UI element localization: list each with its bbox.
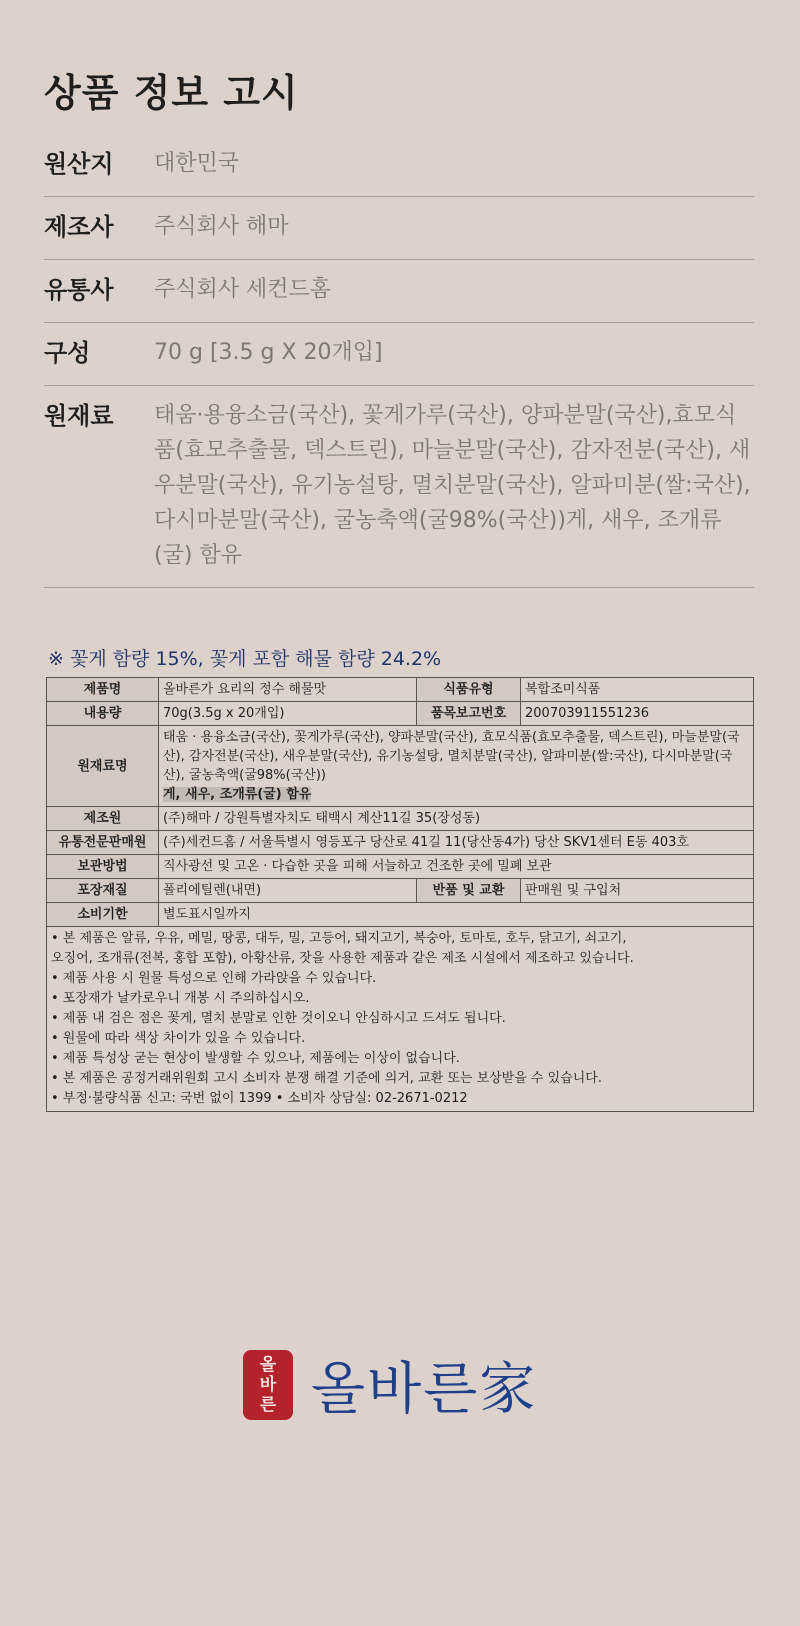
table-cell: 직사광선 및 고온 · 다습한 곳을 피해 서늘하고 건조한 곳에 밀폐 보관 <box>159 855 754 879</box>
brand-name: 올바른家 <box>311 1357 538 1422</box>
brand-seal-icon: 올 바 른 <box>243 1350 293 1420</box>
table-header-cell: 포장재질 <box>47 879 159 903</box>
info-label: 구성 <box>44 339 91 367</box>
info-row-ingredients <box>44 386 754 588</box>
table-header-cell: 식품유형 <box>417 678 521 702</box>
table-row <box>47 726 754 807</box>
table-row <box>47 678 754 702</box>
table-header-cell: 유통전문판매원 <box>47 831 159 855</box>
info-label: 원재료 <box>44 402 114 430</box>
table-cell: 200703911551236 <box>521 702 754 726</box>
info-value: 대한민국 <box>154 151 240 176</box>
info-value: 주식회사 세컨드홈 <box>154 277 332 302</box>
table-header-cell: 소비기한 <box>47 903 159 927</box>
table-cell: 복합조미식품 <box>521 678 754 702</box>
table-row <box>47 807 754 831</box>
page-title: 상품 정보 고시 <box>44 71 299 115</box>
info-row-composition <box>44 323 754 386</box>
note-line: • 본 제품은 알류, 우유, 메밀, 땅콩, 대두, 밀, 고등어, 돼지고기, 복숭아, 토마토, 호두, 닭고기, 쇠고기, <box>51 931 627 946</box>
table-cell: (주)세컨드홈 / 서울특별시 영등포구 당산로 41길 11(당산동4가) 당산 SKV1센터 E동 403호 <box>159 831 754 855</box>
table-header-cell: 원재료명 <box>47 726 159 807</box>
table-header-cell: 반품 및 교환 <box>417 879 521 903</box>
note-line: • 부정·불량식품 신고: 국번 없이 1399 • 소비자 상담실: 02-2671-0212 <box>51 1091 468 1106</box>
table-header-cell: 제조원 <box>47 807 159 831</box>
info-value: 주식회사 해마 <box>154 214 289 239</box>
info-label: 원산지 <box>44 150 114 178</box>
table-cell: 폴리에틸렌(내면) <box>159 879 417 903</box>
table-row <box>47 831 754 855</box>
info-label: 제조사 <box>44 213 114 241</box>
table-cell: 별도표시일까지 <box>159 903 754 927</box>
crab-content-notice: ※ 꽃게 함량 15%, 꽃게 포함 해물 함량 24.2% <box>48 648 442 670</box>
table-row <box>47 879 754 903</box>
note-line: • 제품 내 검은 점은 꽃게, 멸치 분말로 인한 것이오니 안심하시고 드셔도 됩니다. <box>51 1011 506 1026</box>
info-value: 태움·용융소금(국산), 꽃게가루(국산), 양파분말(국산),효모식품(효모추출물, 덱스트린), 마늘분말(국산), 감자전분(국산), 새우분말(국산), 유기농설탕, 멸치분말(국산), 알파미분(쌀:국산), 다시마분말(국산), 굴농축액(굴98%(국산))게, 새우, 조개류(굴) 함유 <box>154 403 751 568</box>
food-label-table <box>46 677 754 1112</box>
allergen-text: 게, 새우, 조개류(굴) 함유 <box>163 787 312 802</box>
ingredients-text: 태움 · 용융소금(국산), 꽃게가루(국산), 양파분말(국산), 효모식품(효모추출물, 덱스트린), 마늘분말(국산), 감자전분(국산), 새우분말(국산), 유기농설탕, 멸치분말(국산), 알파미분(쌀:국산), 다시마분말(국산), 굴농축액(굴98%(국산)) <box>163 730 740 783</box>
table-header-cell: 보관방법 <box>47 855 159 879</box>
table-header-cell: 내용량 <box>47 702 159 726</box>
table-cell: 판매원 및 구입처 <box>521 879 754 903</box>
note-line: 오징어, 조개류(전복, 홍합 포함), 아황산류, 잣을 사용한 제품과 같은 제조 시설에서 제조하고 있습니다. <box>51 951 634 966</box>
info-row-distributor <box>44 260 754 323</box>
table-cell: 올바른가 요리의 정수 해물맛 <box>159 678 417 702</box>
info-row-origin <box>44 134 754 197</box>
note-line: • 포장재가 날카로우니 개봉 시 주의하십시오. <box>51 991 310 1006</box>
table-row <box>47 903 754 927</box>
note-line: • 제품 사용 시 원물 특성으로 인해 가라앉을 수 있습니다. <box>51 971 377 986</box>
info-label: 유통사 <box>44 276 114 304</box>
table-header-cell: 품목보고번호 <box>417 702 521 726</box>
note-line: • 원물에 따라 색상 차이가 있을 수 있습니다. <box>51 1031 306 1046</box>
note-line: • 제품 특성상 굳는 현상이 발생할 수 있으나, 제품에는 이상이 없습니다. <box>51 1051 460 1066</box>
table-header-cell: 제품명 <box>47 678 159 702</box>
table-cell: (주)해마 / 강원특별자치도 태백시 계산11길 35(장성동) <box>159 807 754 831</box>
info-row-manufacturer <box>44 197 754 260</box>
notes-cell <box>47 927 754 1112</box>
table-row <box>47 702 754 726</box>
product-info-list <box>44 134 754 588</box>
note-line: • 본 제품은 공정거래위원회 고시 소비자 분쟁 해결 기준에 의거, 교환 또는 보상받을 수 있습니다. <box>51 1071 602 1086</box>
table-cell: 70g(3.5g x 20개입) <box>159 702 417 726</box>
table-cell <box>159 726 754 807</box>
info-value: 70 g [3.5 g X 20개입] <box>154 340 383 365</box>
table-row <box>47 855 754 879</box>
brand-logo <box>243 1345 537 1425</box>
table-row <box>47 927 754 1112</box>
